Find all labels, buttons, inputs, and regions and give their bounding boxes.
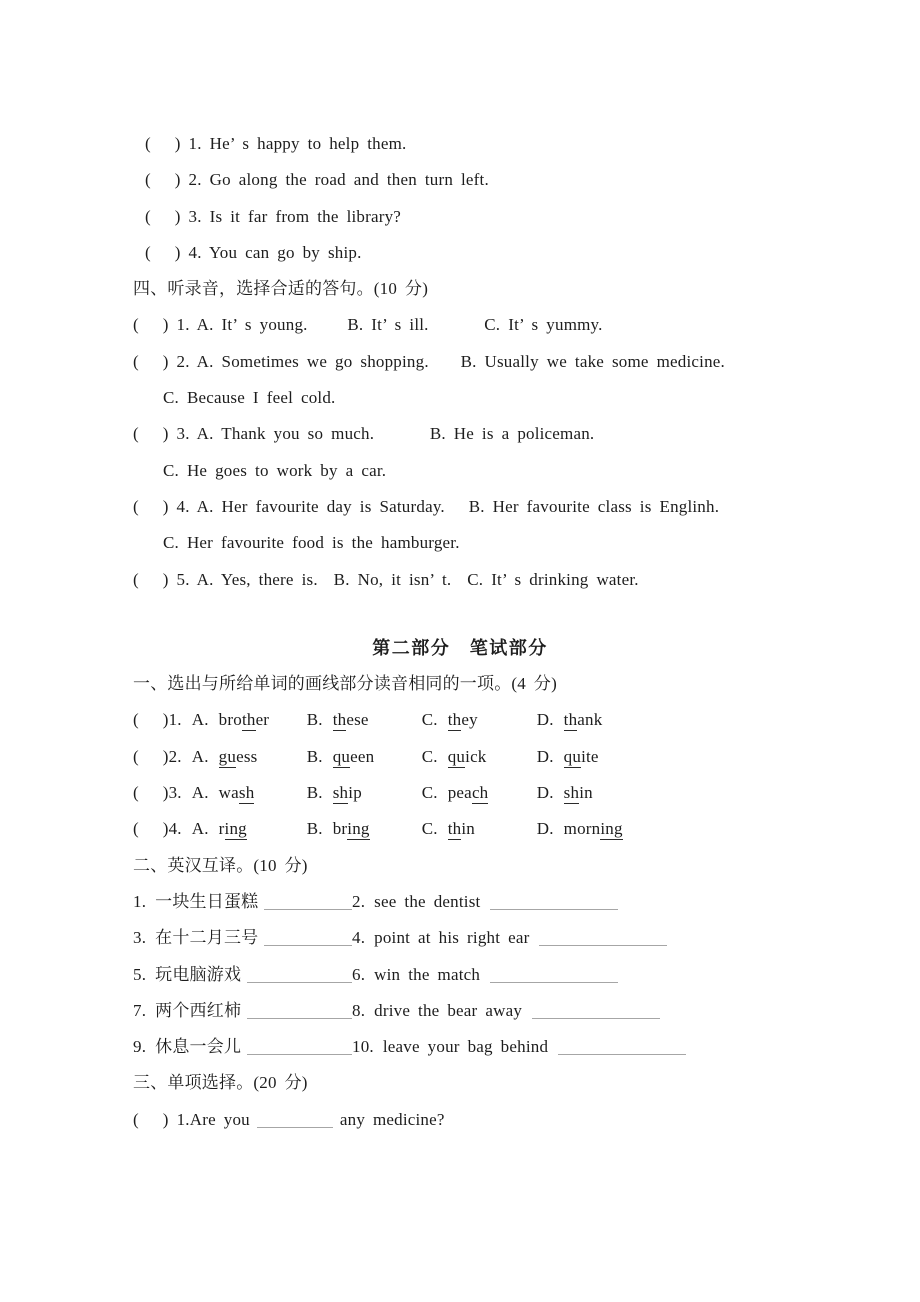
option-label: A.	[191, 783, 209, 803]
phonics-word: quick	[447, 746, 487, 766]
phonics-word: these	[332, 710, 369, 730]
item-number: 10.	[352, 1037, 374, 1057]
listening-choice-q3-option-c	[133, 453, 920, 489]
option-text: C. Her favourite food is the hamburger.	[163, 533, 460, 553]
listening-judge-item-3	[133, 199, 920, 235]
listening-judge-item-1	[133, 126, 920, 162]
question-text: 1.Are you	[176, 1109, 250, 1129]
listening-judge-item-4	[133, 235, 920, 271]
phonics-item-1	[133, 702, 920, 738]
option-text: C. He goes to work by a car.	[163, 460, 387, 480]
phonics-option-d	[537, 739, 599, 775]
part-two-heading: 第二部分 笔试部分	[372, 637, 548, 658]
option-label: C.	[421, 783, 438, 803]
phonics-word: brother	[218, 710, 270, 730]
answer-blank	[539, 932, 667, 946]
phonics-option-b	[307, 702, 422, 738]
underlined-letters: ch	[471, 783, 489, 803]
question-text: ( ) 1. A. It’ s young. B. It’ s ill. C. It’ s yummy.	[133, 315, 603, 335]
phonics-word: queen	[332, 746, 375, 766]
listening-choice-q1	[133, 307, 920, 343]
underlined-letters: qu	[332, 746, 351, 766]
option-label: B.	[306, 746, 323, 766]
question-number: 3.	[168, 783, 182, 803]
item-text: 玩电脑游戏	[155, 964, 242, 984]
phonics-option-d	[537, 702, 603, 738]
answer-bracket: ( )	[133, 710, 169, 730]
phonics-word: wash	[218, 783, 255, 803]
question-text: ( ) 1. He’ s happy to help them.	[145, 134, 407, 153]
translation-left-cell	[133, 1029, 352, 1065]
option-label: B.	[306, 783, 323, 803]
option-label: D.	[536, 746, 554, 766]
translation-row-4	[133, 993, 920, 1029]
answer-bracket: ( )	[133, 783, 169, 803]
translation-row-1	[133, 884, 920, 920]
question-text: any medicine?	[339, 1109, 445, 1129]
translation-left-cell	[133, 957, 352, 993]
question-text: ( ) 3. Is it far from the library?	[145, 206, 402, 226]
phonics-word: guess	[218, 746, 258, 766]
item-number: 5.	[133, 964, 147, 984]
underlined-letters: ing	[600, 819, 623, 839]
underlined-letters: qu	[563, 746, 582, 766]
answer-blank	[247, 1005, 352, 1019]
underlined-letters: qu	[447, 746, 466, 766]
listening-judge-item-2	[133, 162, 920, 198]
answer-bracket: ( )	[133, 1109, 169, 1129]
phonics-word: they	[447, 710, 478, 730]
listening-choice-q4	[133, 489, 920, 525]
answer-blank	[247, 969, 352, 983]
phonics-option-c	[422, 811, 537, 847]
underlined-letters: gu	[218, 746, 237, 766]
phonics-word: morning	[563, 819, 623, 839]
underlined-letters: sh	[238, 783, 255, 803]
option-label: C.	[421, 819, 438, 839]
item-number: 7.	[133, 1000, 147, 1020]
phonics-option-d	[537, 811, 623, 847]
listening-choice-q3	[133, 416, 920, 452]
listening-choice-q2	[133, 344, 920, 380]
phonics-word: shin	[563, 783, 593, 803]
option-label: C.	[421, 746, 438, 766]
item-number: 6.	[352, 964, 366, 984]
underlined-letters: th	[563, 710, 578, 730]
section-title-text: 一、选出与所给单词的画线部分读音相同的一项。(4 分)	[133, 674, 557, 694]
underlined-letters: th	[447, 710, 462, 730]
item-text: point at his right ear	[374, 928, 530, 948]
underlined-letters: sh	[332, 783, 349, 803]
underlined-letters: th	[332, 710, 347, 730]
option-label: D.	[536, 819, 554, 839]
option-label: B.	[306, 710, 323, 730]
section-title-text: 三、单项选择。(20 分)	[133, 1073, 308, 1093]
phonics-word: thin	[447, 819, 475, 839]
part-two-heading-line	[0, 630, 920, 666]
phonics-item-2	[133, 739, 920, 775]
translation-row-2	[133, 920, 920, 956]
section-title-text: 四、听录音，选择合适的答句。(10 分)	[133, 279, 429, 299]
translation-row-3	[133, 957, 920, 993]
phonics-item-4	[133, 811, 920, 847]
item-number: 8.	[352, 1000, 366, 1020]
section-title-single-choice	[133, 1065, 920, 1101]
item-text: win the match	[374, 964, 481, 984]
item-text: leave your bag behind	[382, 1037, 549, 1057]
phonics-option-a	[192, 739, 307, 775]
answer-blank	[490, 896, 618, 910]
phonics-option-c	[422, 739, 537, 775]
phonics-word: thank	[563, 710, 603, 730]
phonics-option-c	[422, 775, 537, 811]
answer-blank	[532, 1005, 660, 1019]
phonics-word: ship	[332, 783, 362, 803]
answer-blank	[264, 896, 352, 910]
item-number: 2.	[352, 891, 366, 911]
phonics-option-a	[192, 811, 307, 847]
section-title-text: 二、英汉互译。(10 分)	[133, 855, 308, 875]
option-label: B.	[306, 819, 323, 839]
option-label: A.	[191, 819, 209, 839]
section-title-phonics	[133, 666, 920, 702]
option-label: D.	[536, 783, 554, 803]
option-text: C. Because I feel cold.	[163, 388, 336, 408]
option-label: A.	[191, 746, 209, 766]
phonics-option-a	[192, 775, 307, 811]
item-text: see the dentist	[374, 891, 481, 911]
question-text: ( ) 2. Go along the road and then turn left.	[145, 170, 489, 190]
item-text: 休息一会儿	[155, 1037, 242, 1057]
section-title-listening-choose	[133, 271, 920, 307]
answer-blank	[490, 969, 618, 983]
section-title-translation	[133, 848, 920, 884]
underlined-letters: ing	[347, 819, 370, 839]
item-number: 9.	[133, 1037, 147, 1057]
translation-row-5	[133, 1029, 920, 1065]
listening-choice-q4-option-c	[133, 525, 920, 561]
question-text: ( ) 3. A. Thank you so much. B. He is a policeman.	[133, 424, 595, 444]
item-number: 4.	[352, 928, 366, 948]
translation-left-cell	[133, 884, 352, 920]
item-text: drive the bear away	[374, 1000, 523, 1020]
phonics-item-3	[133, 775, 920, 811]
single-choice-question-1	[133, 1102, 920, 1138]
item-text: 一块生日蛋糕	[155, 891, 259, 911]
answer-blank	[264, 932, 352, 946]
question-number: 2.	[168, 746, 182, 766]
phonics-option-b	[307, 811, 422, 847]
item-number: 3.	[133, 928, 147, 948]
answer-blank	[247, 1041, 352, 1055]
question-text: ( ) 4. You can go by ship.	[145, 242, 362, 262]
listening-choice-q2-option-c	[133, 380, 920, 416]
question-text: ( ) 5. A. Yes, there is. B. No, it isn’ t. C. It’ s drinking water.	[133, 569, 639, 589]
answer-blank	[257, 1114, 333, 1128]
item-text: 两个西红柿	[155, 1000, 242, 1020]
question-text: ( ) 4. A. Her favourite day is Saturday. B. Her favourite class is Englinh.	[133, 496, 720, 516]
underlined-letters: ing	[224, 819, 247, 839]
item-number: 1.	[133, 891, 147, 911]
answer-bracket: ( )	[133, 819, 169, 839]
underlined-letters: sh	[563, 783, 580, 803]
question-number: 4.	[168, 819, 182, 839]
option-label: C.	[421, 710, 438, 730]
phonics-option-b	[307, 739, 422, 775]
phonics-option-d	[537, 775, 593, 811]
translation-left-cell	[133, 993, 352, 1029]
listening-choice-q5	[133, 562, 920, 598]
translation-left-cell	[133, 920, 352, 956]
phonics-word: quite	[563, 746, 599, 766]
underlined-letters: th	[241, 710, 256, 730]
option-label: D.	[536, 710, 554, 730]
answer-bracket: ( )	[133, 746, 169, 766]
phonics-option-b	[307, 775, 422, 811]
question-text: ( ) 2. A. Sometimes we go shopping. B. Usually we take some medicine.	[133, 351, 725, 371]
phonics-word: ring	[218, 819, 247, 839]
phonics-word: peach	[447, 783, 489, 803]
question-number: 1.	[168, 710, 182, 730]
option-label: A.	[191, 710, 209, 730]
answer-blank	[558, 1041, 686, 1055]
underlined-letters: th	[447, 819, 462, 839]
phonics-option-c	[422, 702, 537, 738]
phonics-word: bring	[332, 819, 370, 839]
item-text: 在十二月三号	[155, 928, 259, 948]
phonics-option-a	[192, 702, 307, 738]
